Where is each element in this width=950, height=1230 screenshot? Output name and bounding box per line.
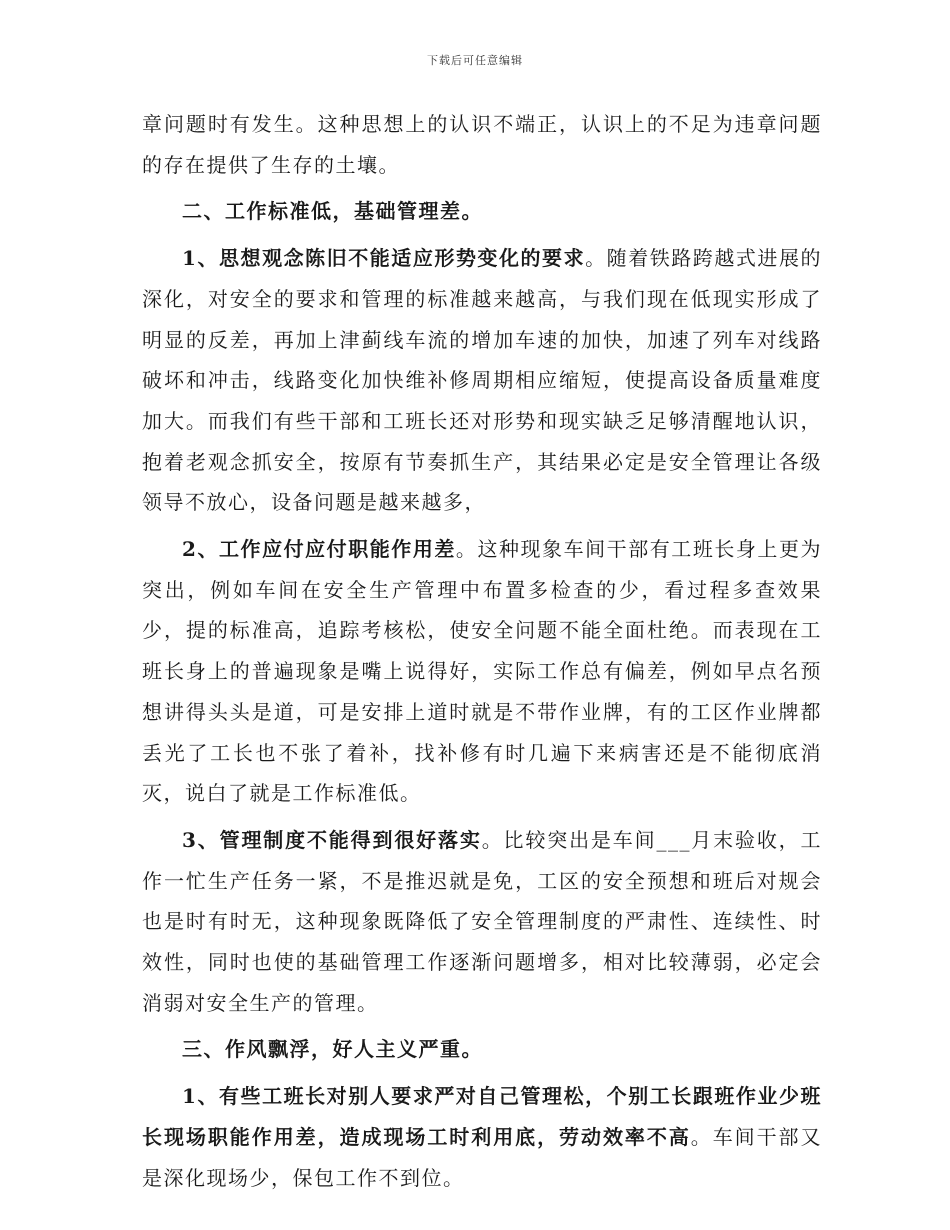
paragraph-item-4: [142, 1076, 822, 1198]
item-1-title: 1、思想观念陈旧不能适应形势变化的要求: [182, 246, 586, 271]
item-2-title: 2、工作应付应付职能作用差: [182, 537, 456, 562]
document-body: [142, 104, 822, 1198]
paragraph-item-3: [142, 820, 822, 1024]
paragraph-item-1: [142, 238, 822, 523]
item-4-text: 。车间干部又是深化现场少，保包工作不到位。: [142, 1124, 822, 1190]
paragraph-continuation: 章问题时有发生。这种思想上的认识不端正，认识上的不足为违章问题的存在提供了生存的土壤。: [142, 112, 822, 177]
paragraph-item-2: [142, 529, 822, 814]
item-3-title: 3、管理制度不能得到很好落实: [182, 827, 482, 852]
section-heading-3: 三、作风飘浮，好人主义严重。: [182, 1037, 483, 1062]
item-1-text: 。随着铁路跨越式进展的深化，对安全的要求和管理的标准越来越高，与我们现在低现实形成了明显的反差，再加上津蓟线车流的增加车速的加快，加速了列车对线路破坏和冲击，线路变化加快维补修周期相应缩短，使提高设备质量难度加大。而我们有些干部和工班长还对形势和现实缺乏足够清醒地认识，抱着老观念抓安全，按原有节奏抓生产，其结果必定是安全管理让各级领导不放心，设备问题是越来越多，: [142, 246, 822, 515]
page-header: 下载后可任意编辑: [427, 54, 523, 67]
item-4-title: 1、有些工班长对别人要求严对自己管理松，个别工长跟班作业少班长现场职能作用差，造成现场工时利用底，劳动效率不高: [142, 1084, 822, 1149]
section-heading-2: 二、工作标准低，基础管理差。: [182, 199, 483, 224]
item-2-text: 。这种现象车间干部有工班长身上更为突出，例如车间在安全生产管理中布置多检查的少，看过程多查效果少，提的标准高，追踪考核松，使安全问题不能全面杜绝。而表现在工班长身上的普遍现象是嘴上说得好，实际工作总有偏差，例如早点名预想讲得头头是道，可是安排上道时就是不带作业牌，有的工区作业牌都丢光了工长也不张了着补，找补修有时几遍下来病害还是不能彻底消灭，说白了就是工作标准低。: [142, 537, 823, 806]
item-3-text: 。比较突出是车间___月末验收，工作一忙生产任务一紧，不是推迟就是免，工区的安全预想和班后对规会也是时有时无，这种现象既降低了安全管理制度的严肃性、连续性、时效性，同时也使的基础管理工作逐渐问题增多，相对比较薄弱，必定会消弱对安全生产的管理。: [142, 827, 823, 1015]
